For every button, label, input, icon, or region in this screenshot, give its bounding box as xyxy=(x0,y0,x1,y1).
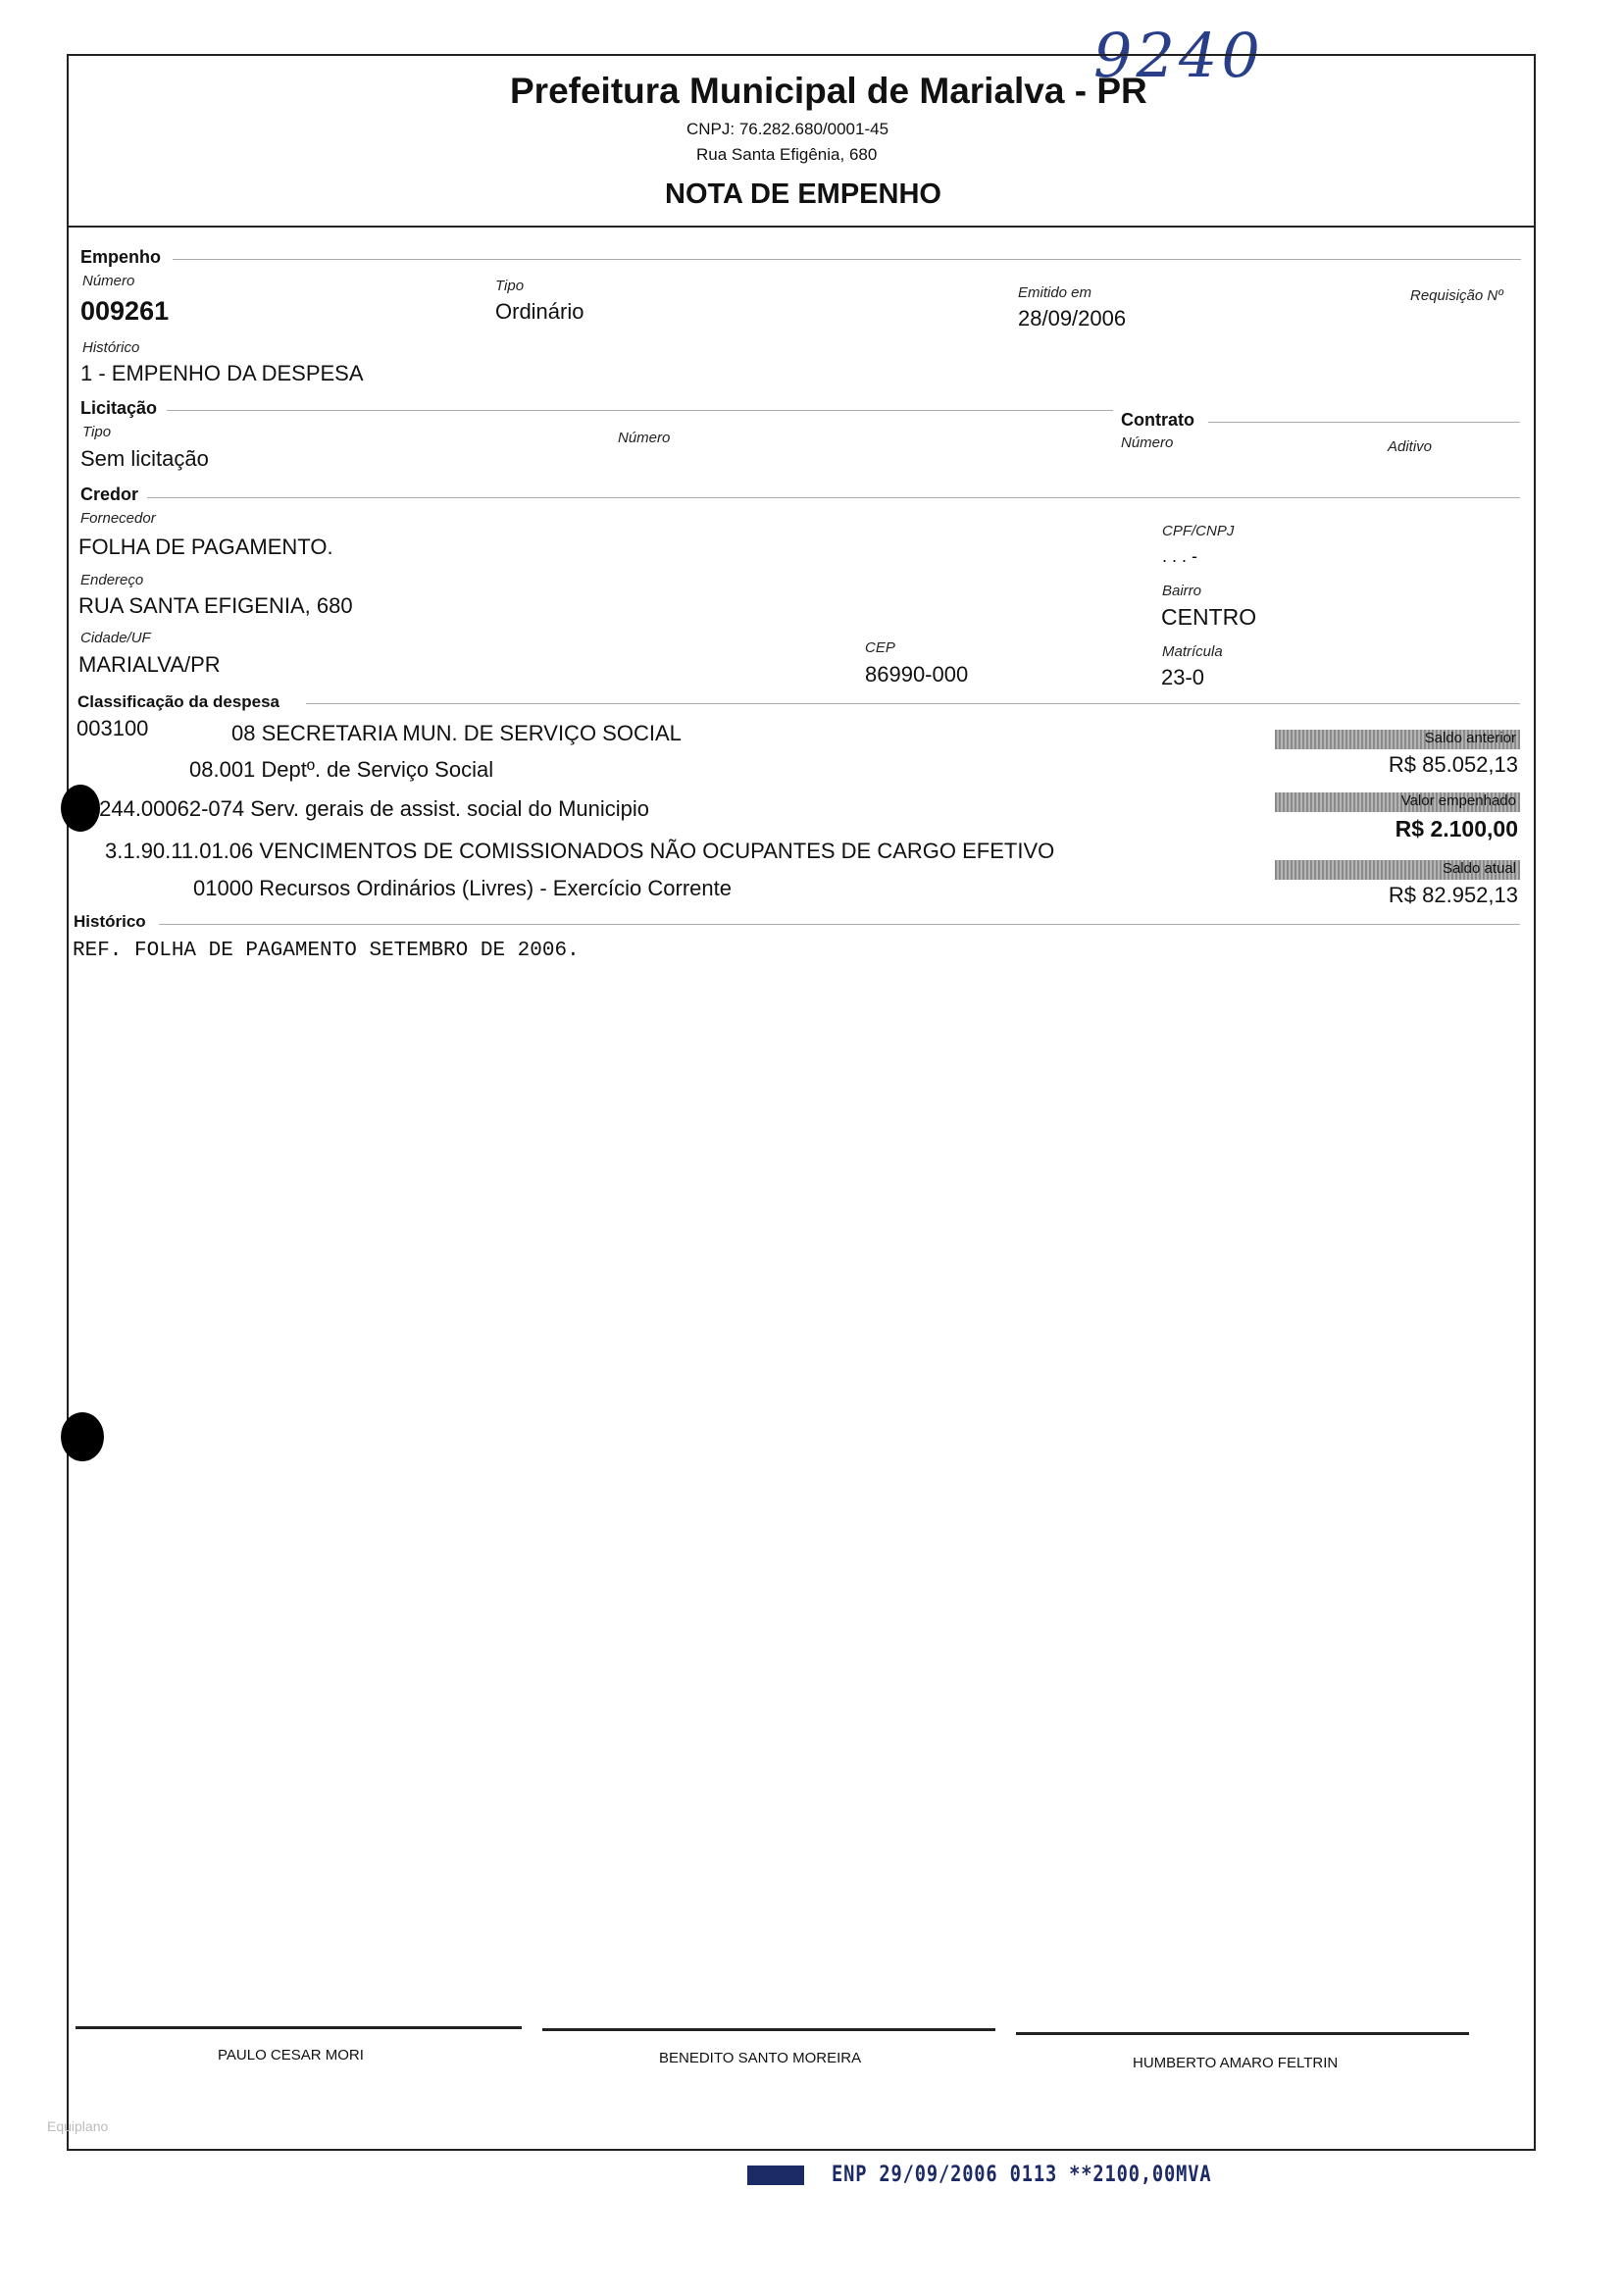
valor-empenhado-label: Valor empenhado xyxy=(1275,792,1520,812)
classificacao-codigo: 003100 xyxy=(76,716,149,740)
signature-line-3 xyxy=(1016,2032,1469,2035)
machine-stamp: ENP 29/09/2006 0113 **2100,00MVA xyxy=(832,2163,1212,2187)
empenho-emitido: 28/09/2006 xyxy=(1018,306,1127,331)
signature-line-1 xyxy=(76,2026,522,2029)
contrato-numero-label: Número xyxy=(1121,434,1174,451)
endereco-label: Endereço xyxy=(80,572,144,588)
contrato-aditivo-label: Aditivo xyxy=(1388,438,1433,455)
contrato-section-line xyxy=(1208,422,1520,423)
header-divider xyxy=(69,226,1534,228)
classificacao-section-line xyxy=(306,703,1520,704)
historico-section-line xyxy=(159,924,1520,925)
empenho-tipo-label: Tipo xyxy=(495,278,525,294)
requisicao-label: Requisição Nº xyxy=(1410,287,1503,304)
bairro-label: Bairro xyxy=(1162,583,1202,599)
matricula: 23-0 xyxy=(1161,665,1205,689)
licitacao-section-title: Licitação xyxy=(80,398,158,418)
software-watermark: Equiplano xyxy=(47,2118,109,2134)
signatory-1: PAULO CESAR MORI xyxy=(218,2047,364,2064)
empenho-historico-label: Histórico xyxy=(82,339,140,356)
municipality-cnpj: CNPJ: 76.282.680/0001-45 xyxy=(686,120,889,138)
cpf-cnpj: . . . - xyxy=(1162,546,1197,566)
empenho-numero: 009261 xyxy=(80,296,170,326)
classificacao-elemento: 3.1.90.11.01.06 VENCIMENTOS DE COMISSIONADOS NÃO OCUPANTES DE CARGO EFETIVO xyxy=(105,839,1055,863)
handwritten-page-number: 9240 xyxy=(1093,20,1264,91)
valor-empenhado: R$ 2.100,00 xyxy=(1395,816,1518,841)
signatory-3: HUMBERTO AMARO FELTRIN xyxy=(1133,2055,1339,2071)
licitacao-tipo: Sem licitação xyxy=(80,446,209,471)
cidade: MARIALVA/PR xyxy=(78,652,221,677)
signature-line-2 xyxy=(542,2028,995,2031)
fornecedor: FOLHA DE PAGAMENTO. xyxy=(78,535,333,559)
municipality-title: Prefeitura Municipal de Marialva - PR xyxy=(510,71,1147,111)
empenho-section-line xyxy=(173,259,1521,260)
signatory-2: BENEDITO SANTO MOREIRA xyxy=(659,2050,862,2066)
classificacao-orgao: 08 SECRETARIA MUN. DE SERVIÇO SOCIAL xyxy=(231,721,682,745)
empenho-section-title: Empenho xyxy=(80,247,162,267)
saldo-anterior: R$ 85.052,13 xyxy=(1388,752,1518,777)
cpf-cnpj-label: CPF/CNPJ xyxy=(1162,523,1235,539)
licitacao-tipo-label: Tipo xyxy=(82,424,112,440)
classificacao-unidade: 08.001 Deptº. de Serviço Social xyxy=(189,757,494,782)
historico-section-title: Histórico xyxy=(74,912,146,931)
endereco: RUA SANTA EFIGENIA, 680 xyxy=(78,593,353,618)
cep: 86990-000 xyxy=(865,662,969,687)
credor-section-title: Credor xyxy=(80,484,139,504)
classificacao-funcional: .244.00062-074 Serv. gerais de assist. social do Municipio xyxy=(93,796,650,821)
stamp-logo-icon xyxy=(747,2166,804,2185)
empenho-tipo: Ordinário xyxy=(495,299,584,324)
saldo-anterior-label: Saldo anterior xyxy=(1275,730,1520,749)
document-title: NOTA DE EMPENHO xyxy=(665,178,941,210)
bairro: CENTRO xyxy=(1161,604,1257,630)
empenho-emitido-label: Emitido em xyxy=(1018,284,1092,301)
licitacao-numero-label: Número xyxy=(618,430,671,446)
empenho-historico: 1 - EMPENHO DA DESPESA xyxy=(80,361,364,385)
licitacao-section-line xyxy=(167,410,1113,411)
empenho-numero-label: Número xyxy=(82,273,135,289)
credor-section-line xyxy=(147,497,1520,498)
fornecedor-label: Fornecedor xyxy=(80,510,156,527)
matricula-label: Matrícula xyxy=(1162,643,1223,660)
punch-hole-bottom xyxy=(61,1412,104,1461)
saldo-atual-label: Saldo atual xyxy=(1275,860,1520,880)
cep-label: CEP xyxy=(865,639,895,656)
classificacao-recurso: 01000 Recursos Ordinários (Livres) - Exercício Corrente xyxy=(193,876,732,900)
classificacao-section-title: Classificação da despesa xyxy=(77,692,280,711)
contrato-section-title: Contrato xyxy=(1121,410,1194,430)
saldo-atual: R$ 82.952,13 xyxy=(1388,883,1518,907)
historico-text: REF. FOLHA DE PAGAMENTO SETEMBRO DE 2006. xyxy=(73,940,580,962)
municipality-address: Rua Santa Efigênia, 680 xyxy=(696,145,878,164)
cidade-label: Cidade/UF xyxy=(80,630,151,646)
